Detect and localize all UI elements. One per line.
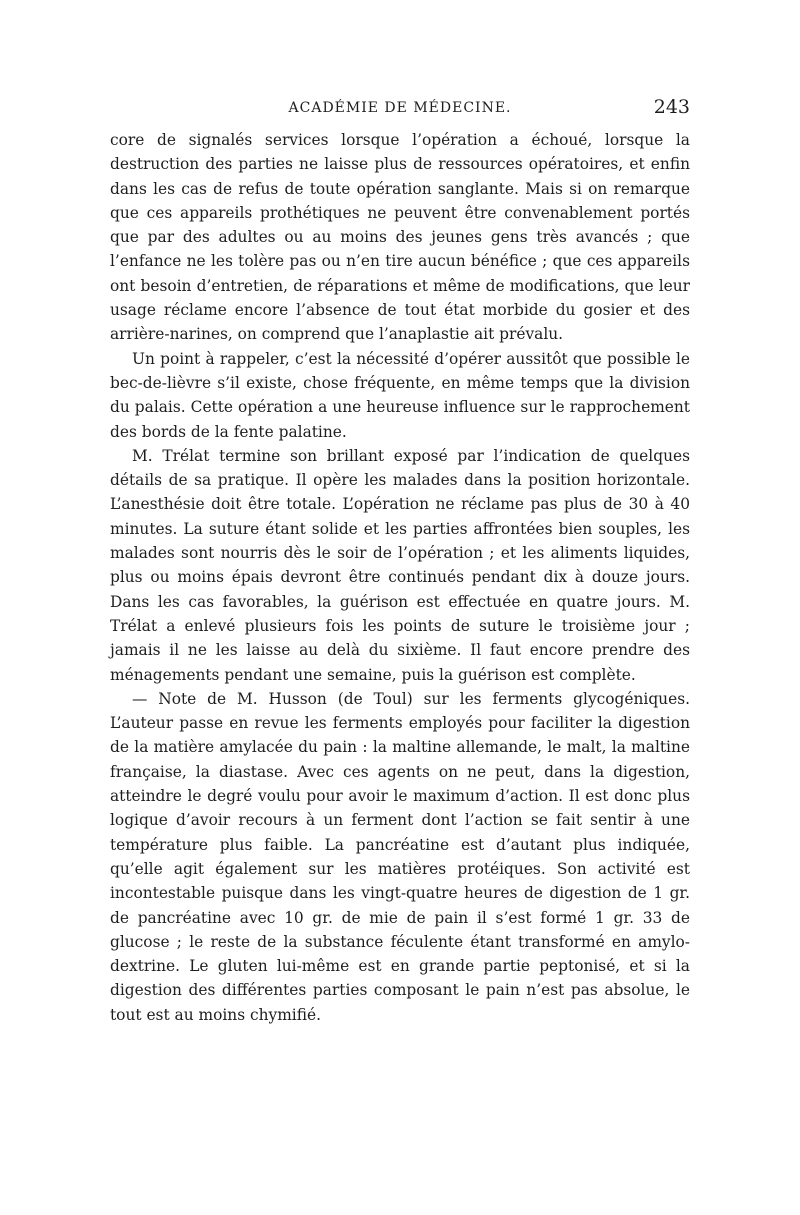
running-title: ACADÉMIE DE MÉDECINE. bbox=[288, 100, 512, 116]
body-text bbox=[110, 128, 690, 1027]
paragraph-continuation: core de signalés services lorsque l’opération a échoué, lorsque la destruction des parties ne laisse plus de ressources opératoires, et enfin dans les cas de refus de toute opération sanglante. Mais si on remarque que ces appareils prothétiques ne peuvent être convenablement portés que par des adultes ou au moins des jeunes gens très avancés ; que l’enfance ne les tolère pas ou n’en tire aucun bénéfice ; que ces appareils ont besoin d’entretien, de réparations et même de modifications, que leur usage réclame encore l’absence de tout état morbide du gosier et des arrière-narines, on comprend que l’anaplastie ait prévalu. bbox=[110, 131, 690, 344]
paragraph-husson-note: — Note de M. Husson (de Toul) sur les ferments glycogéniques. L’auteur passe en revue les ferments employés pour faciliter la digestion de la matière amylacée du pain : la maltine allemande, le malt, la maltine française, la diastase. Avec ces agents on ne peut, dans la digestion, atteindre le degré voulu pour avoir le maximum d’action. Il est donc plus logique d’avoir recours à un ferment dont l’action se fait sentir à une température plus faible. La pancréatine est d’autant plus indiquée, qu’elle agit également sur les matières protéiques. Son activité est incontestable puisque dans les vingt-quatre heures de digestion de 1 gr. de pancréatine avec 10 gr. de mie de pain il s’est formé 1 gr. 33 de glucose ; le reste de la substance féculente étant transformé en amylo-dextrine. Le gluten lui-même est en grande partie peptonisé, et si la digestion des différentes parties composant le pain n’est pas absolue, le tout est au moins chymifié. bbox=[110, 689, 690, 1024]
page-header bbox=[110, 96, 690, 124]
paragraph-bec-de-lievre: Un point à rappeler, c’est la nécessité d’opérer aussitôt que possible le bec-de-lièvre s’il existe, chose fréquente, en même temps que la division du palais. Cette opération a une heureuse influence sur le rapprochement des bords de la fente palatine. bbox=[110, 349, 690, 441]
page-number: 243 bbox=[653, 96, 690, 118]
paragraph-trelat-practice: M. Trélat termine son brillant exposé par l’indication de quelques détails de sa pratique. Il opère les malades dans la position horizontale. L’anesthésie doit être totale. L’opération ne réclame pas plus de 30 à 40 minutes. La suture étant solide et les parties affrontées bien souples, les malades sont nourris dès le soir de l’opération ; et les aliments liquides, plus ou moins épais devront être continués pendant dix à douze jours. Dans les cas favorables, la guérison est effectuée en quatre jours. M. Trélat a enlevé plusieurs fois les points de suture le troisième jour ; jamais il ne les laisse au delà du sixième. Il faut encore prendre des ménagements pendant une semaine, puis la guérison est complète. bbox=[110, 446, 690, 684]
